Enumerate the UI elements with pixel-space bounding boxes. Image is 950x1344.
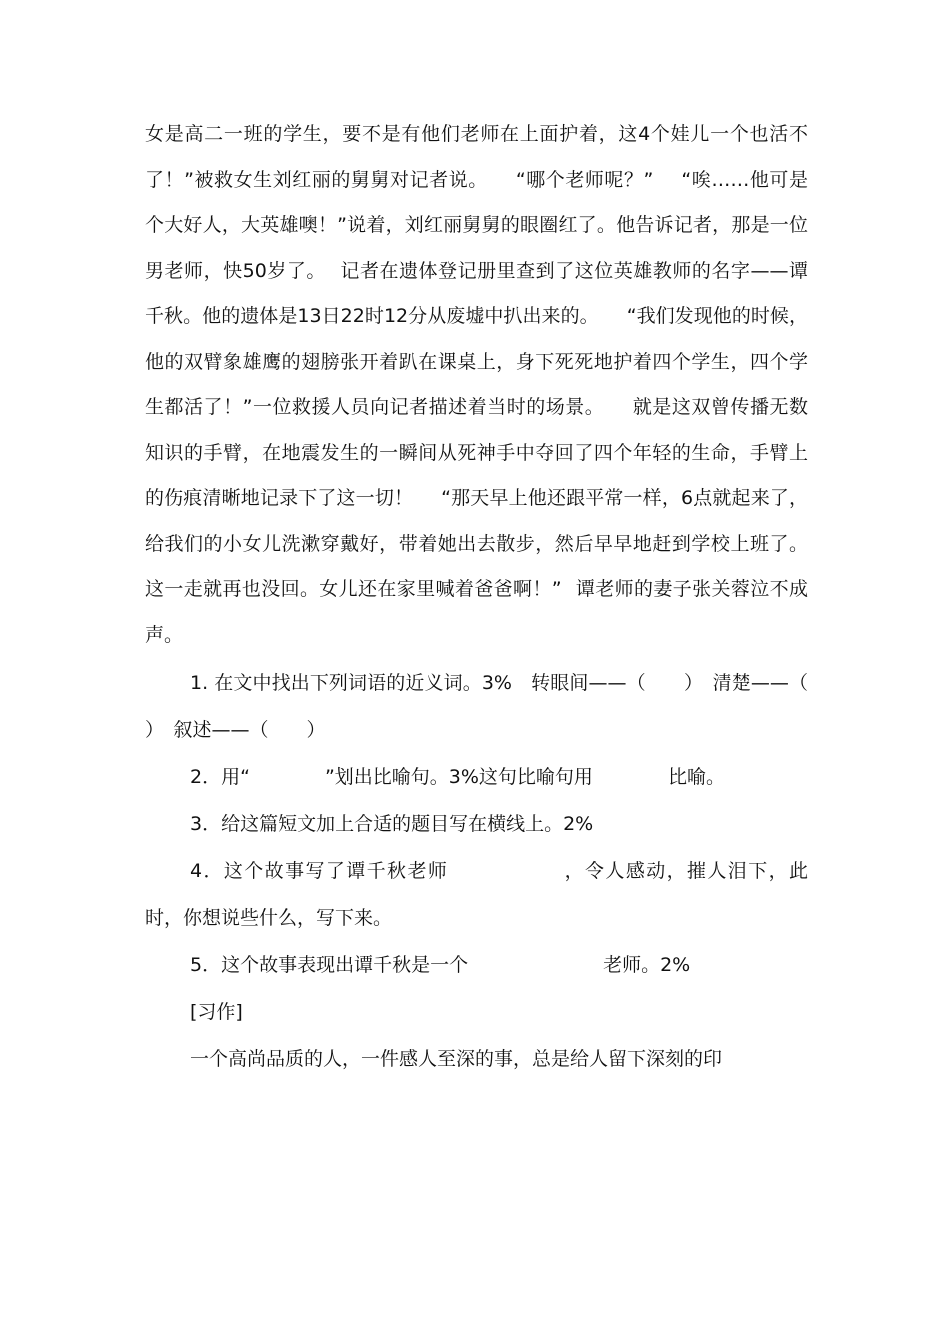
passage-sentence: 谭老师的妻子张关蓉泣不成声。 bbox=[145, 578, 808, 646]
passage-sentence: “那天早上他还跟平常一样，6点就起来了，给我们的小女儿洗漱穿戴好，带着她出去散步，然后早早地赶到学校上班了。这一走就再也没回。女儿还在家里喊着爸爸啊！” bbox=[145, 487, 808, 600]
document-body bbox=[145, 112, 847, 1083]
question-4-part-b: ，令人感动，摧人泪下，此时，你想说些什么，写下来。 bbox=[145, 860, 808, 929]
passage-sentence: 女是高二一班的学生，要不是有他们老师在上面护着，这4个娃儿一个也活不了！”被救女生刘红丽的舅舅对记者说。 bbox=[145, 123, 808, 191]
question-3 bbox=[145, 801, 808, 848]
passage-sentence: 记者在遗体登记册里查到了这位英雄教师的名字——谭千秋。他的遗体是13日22时12分从废墟中扒出来的。 bbox=[145, 259, 808, 327]
question-2-part-b: ”划出比喻句。3%这句比喻句用 bbox=[324, 766, 593, 788]
composition-heading-text: [习作] bbox=[190, 1001, 243, 1023]
question-1-text: 1. 在文中找出下列词语的近义词。3% 转眼间——（ ） 清楚——（ ） 叙述——（ ） bbox=[145, 672, 847, 741]
question-1 bbox=[145, 660, 847, 754]
passage-sentence: “唉……他可是个大好人，大英雄噢！”说着，刘红丽舅舅的眼圈红了。他告诉记者，那是一位男老师，快50岁了。 bbox=[145, 168, 808, 282]
question-3-text: 3．给这篇短文加上合适的题目写在横线上。2% bbox=[190, 813, 594, 835]
composition-intro bbox=[145, 1036, 808, 1083]
composition-intro-text: 一个高尚品质的人，一件感人至深的事，总是给人留下深刻的印 bbox=[190, 1048, 723, 1070]
reading-passage bbox=[145, 112, 808, 658]
composition-heading bbox=[145, 989, 808, 1036]
passage-sentence: “我们发现他的时候，他的双臂象雄鹰的翅膀张开着趴在课桌上，身下死死地护着四个学生，四个学生都活了！”一位救援人员向记者描述着当时的场景。 bbox=[145, 305, 808, 418]
question-4-part-a: 4．这个故事写了谭千秋老师 bbox=[190, 860, 449, 882]
question-2-part-c: 比喻。 bbox=[667, 766, 725, 788]
passage-sentence: “哪个老师呢？” bbox=[515, 168, 654, 191]
question-2 bbox=[145, 754, 808, 801]
question-5-part-b: 老师。2% bbox=[603, 954, 691, 976]
question-4 bbox=[145, 848, 808, 942]
question-5-part-a: 5．这个故事表现出谭千秋是一个 bbox=[190, 954, 469, 976]
question-2-part-a: 2．用“ bbox=[190, 766, 250, 788]
question-5 bbox=[145, 942, 808, 989]
passage-sentence: 就是这双曾传播无数知识的手臂，在地震发生的一瞬间从死神手中夺回了四个年轻的生命，手臂上的伤痕清晰地记录下了这一切！ bbox=[145, 396, 808, 509]
